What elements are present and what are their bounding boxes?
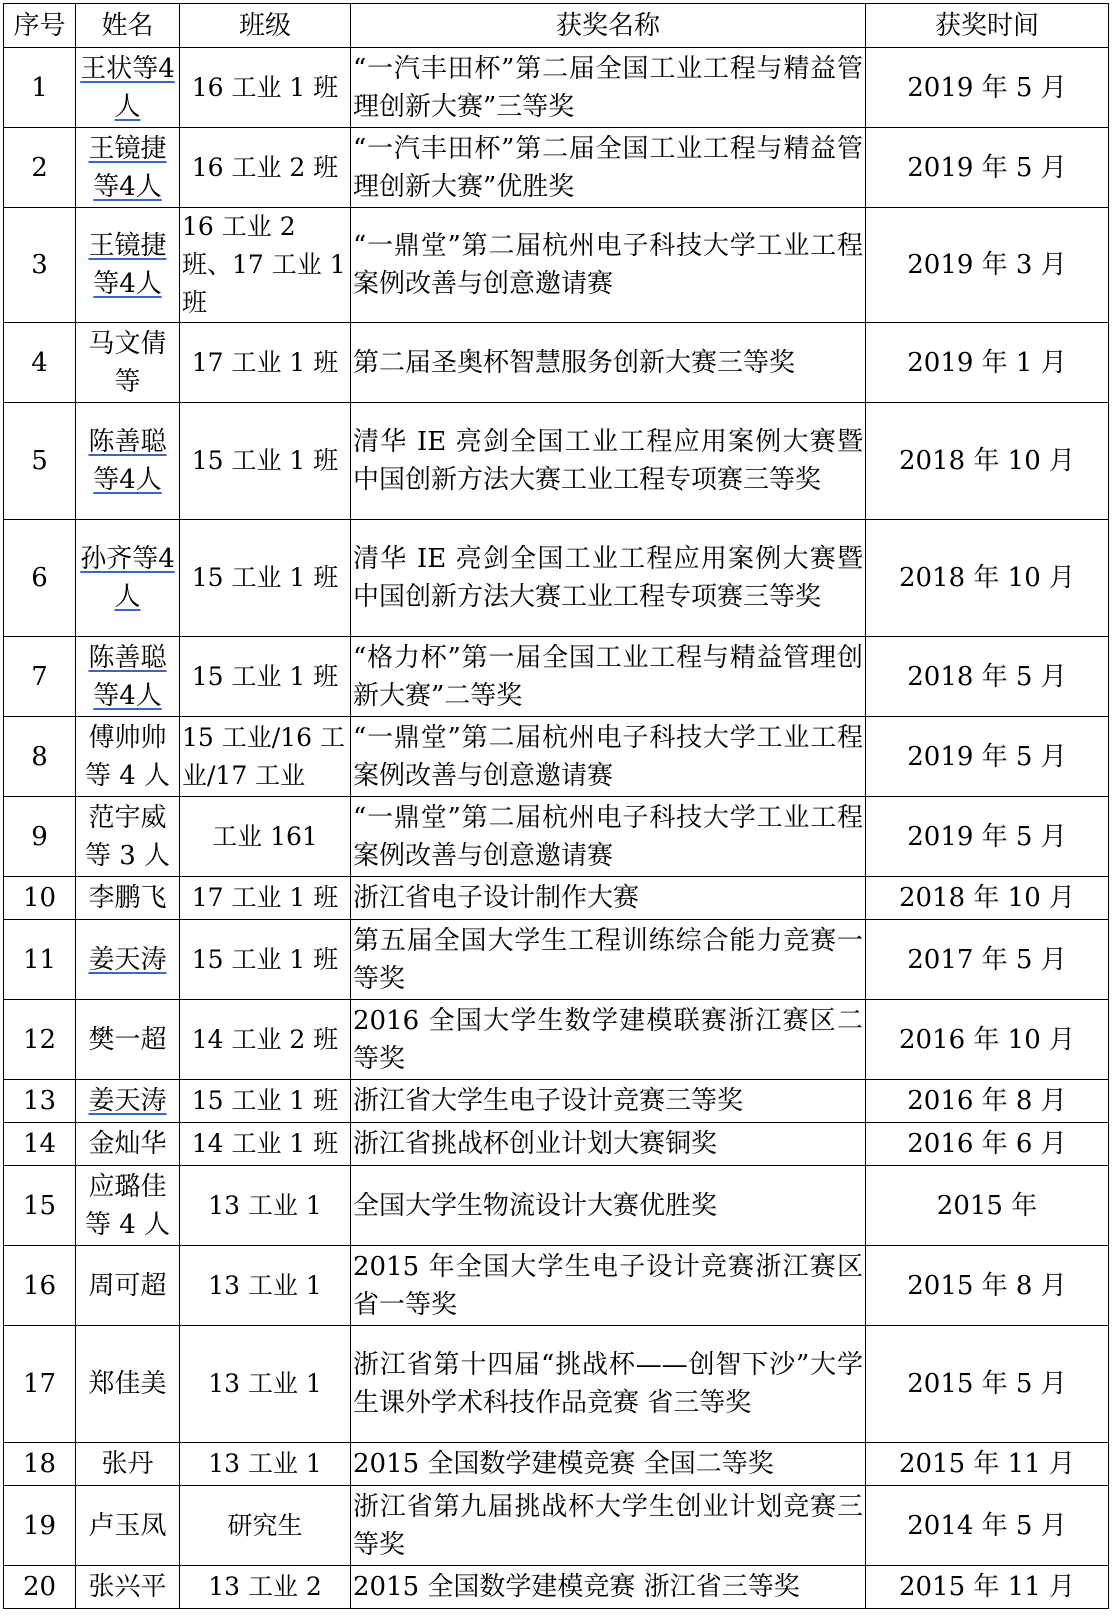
table-row: [4, 1566, 1109, 1609]
cell-name: 樊一超: [76, 1000, 180, 1080]
table-row: [4, 1080, 1109, 1123]
cell-no: 17: [4, 1326, 76, 1443]
table-row: [4, 717, 1109, 797]
cell-class: 17 工业 1 班: [180, 877, 351, 920]
cell-name: 周可超: [76, 1246, 180, 1326]
table-row: [4, 323, 1109, 403]
cell-class: 15 工业/16 工业/17 工业: [180, 717, 351, 797]
cell-name: 陈善聪等4人: [76, 637, 180, 717]
cell-class: 15 工业 1 班: [180, 920, 351, 1000]
cell-award: 2015 全国数学建模竞赛 全国二等奖: [351, 1443, 866, 1486]
cell-award: 浙江省大学生电子设计竞赛三等奖: [351, 1080, 866, 1123]
awards-table: [3, 3, 1109, 1609]
cell-no: 12: [4, 1000, 76, 1080]
table-row: [4, 208, 1109, 323]
cell-time: 2015 年 5 月: [866, 1326, 1109, 1443]
cell-no: 4: [4, 323, 76, 403]
header-award: 获奖名称: [351, 4, 866, 48]
cell-award: “一鼎堂”第二届杭州电子科技大学工业工程案例改善与创意邀请赛: [351, 208, 866, 323]
cell-name: 卢玉凤: [76, 1486, 180, 1566]
cell-award: 第五届全国大学生工程训练综合能力竞赛一等奖: [351, 920, 866, 1000]
cell-award: 浙江省第九届挑战杯大学生创业计划竞赛三等奖: [351, 1486, 866, 1566]
cell-name: 应璐佳等 4 人: [76, 1166, 180, 1246]
cell-no: 1: [4, 48, 76, 128]
cell-no: 2: [4, 128, 76, 208]
cell-no: 3: [4, 208, 76, 323]
cell-award: 2015 全国数学建模竞赛 浙江省三等奖: [351, 1566, 866, 1609]
table-row: [4, 1486, 1109, 1566]
cell-no: 15: [4, 1166, 76, 1246]
cell-class: 研究生: [180, 1486, 351, 1566]
cell-class: 13 工业 2: [180, 1566, 351, 1609]
cell-time: 2017 年 5 月: [866, 920, 1109, 1000]
cell-class: 13 工业 1: [180, 1326, 351, 1443]
cell-class: 16 工业 1 班: [180, 48, 351, 128]
table-row: [4, 920, 1109, 1000]
cell-time: 2019 年 5 月: [866, 128, 1109, 208]
cell-time: 2019 年 3 月: [866, 208, 1109, 323]
cell-time: 2016 年 8 月: [866, 1080, 1109, 1123]
cell-no: 11: [4, 920, 76, 1000]
cell-award: “一汽丰田杯”第二届全国工业工程与精益管理创新大赛”三等奖: [351, 48, 866, 128]
cell-award: “一鼎堂”第二届杭州电子科技大学工业工程案例改善与创意邀请赛: [351, 797, 866, 877]
table-row: [4, 877, 1109, 920]
cell-class: 15 工业 1 班: [180, 637, 351, 717]
cell-class: 工业 161: [180, 797, 351, 877]
cell-class: 13 工业 1: [180, 1166, 351, 1246]
cell-award: 清华 IE 亮剑全国工业工程应用案例大赛暨中国创新方法大赛工业工程专项赛三等奖: [351, 403, 866, 520]
cell-no: 14: [4, 1123, 76, 1166]
cell-time: 2018 年 10 月: [866, 403, 1109, 520]
cell-time: 2015 年 11 月: [866, 1566, 1109, 1609]
cell-time: 2015 年 11 月: [866, 1443, 1109, 1486]
cell-time: 2016 年 10 月: [866, 1000, 1109, 1080]
table-row: [4, 1123, 1109, 1166]
cell-time: 2019 年 1 月: [866, 323, 1109, 403]
table-row: [4, 1326, 1109, 1443]
cell-name: 陈善聪等4人: [76, 403, 180, 520]
cell-no: 16: [4, 1246, 76, 1326]
cell-name: 姜天涛: [76, 920, 180, 1000]
cell-time: 2019 年 5 月: [866, 48, 1109, 128]
cell-name: 王镜捷等4人: [76, 208, 180, 323]
table-row: [4, 1166, 1109, 1246]
cell-no: 19: [4, 1486, 76, 1566]
table-row: [4, 403, 1109, 520]
cell-time: 2019 年 5 月: [866, 717, 1109, 797]
cell-name: 郑佳美: [76, 1326, 180, 1443]
header-row: [4, 4, 1109, 48]
cell-name: 王状等4人: [76, 48, 180, 128]
table-row: [4, 1000, 1109, 1080]
cell-name: 傅帅帅等 4 人: [76, 717, 180, 797]
cell-no: 13: [4, 1080, 76, 1123]
cell-award: 清华 IE 亮剑全国工业工程应用案例大赛暨中国创新方法大赛工业工程专项赛三等奖: [351, 520, 866, 637]
cell-award: 全国大学生物流设计大赛优胜奖: [351, 1166, 866, 1246]
cell-class: 15 工业 1 班: [180, 1080, 351, 1123]
cell-name: 孙齐等4人: [76, 520, 180, 637]
cell-class: 14 工业 2 班: [180, 1000, 351, 1080]
table-row: [4, 1246, 1109, 1326]
cell-no: 9: [4, 797, 76, 877]
cell-no: 18: [4, 1443, 76, 1486]
cell-class: 15 工业 1 班: [180, 403, 351, 520]
cell-award: “格力杯”第一届全国工业工程与精益管理创新大赛”二等奖: [351, 637, 866, 717]
cell-class: 16 工业 2 班: [180, 128, 351, 208]
cell-class: 17 工业 1 班: [180, 323, 351, 403]
header-no: 序号: [4, 4, 76, 48]
cell-award: 浙江省第十四届“挑战杯——创智下沙”大学生课外学术科技作品竞赛 省三等奖: [351, 1326, 866, 1443]
table-row: [4, 128, 1109, 208]
cell-time: 2014 年 5 月: [866, 1486, 1109, 1566]
cell-award: 浙江省电子设计制作大赛: [351, 877, 866, 920]
cell-time: 2018 年 10 月: [866, 877, 1109, 920]
cell-no: 20: [4, 1566, 76, 1609]
cell-class: 14 工业 1 班: [180, 1123, 351, 1166]
cell-no: 7: [4, 637, 76, 717]
table-row: [4, 1443, 1109, 1486]
cell-time: 2016 年 6 月: [866, 1123, 1109, 1166]
cell-award: 2015 年全国大学生电子设计竞赛浙江赛区 省一等奖: [351, 1246, 866, 1326]
cell-class: 13 工业 1: [180, 1443, 351, 1486]
cell-no: 8: [4, 717, 76, 797]
header-name: 姓名: [76, 4, 180, 48]
cell-name: 张兴平: [76, 1566, 180, 1609]
cell-no: 6: [4, 520, 76, 637]
cell-award: 浙江省挑战杯创业计划大赛铜奖: [351, 1123, 866, 1166]
cell-name: 范宇威等 3 人: [76, 797, 180, 877]
header-class: 班级: [180, 4, 351, 48]
cell-class: 16 工业 2 班、17 工业 1 班: [180, 208, 351, 323]
cell-time: 2019 年 5 月: [866, 797, 1109, 877]
cell-name: 马文倩等: [76, 323, 180, 403]
cell-award: 第二届圣奥杯智慧服务创新大赛三等奖: [351, 323, 866, 403]
cell-no: 10: [4, 877, 76, 920]
cell-time: 2015 年: [866, 1166, 1109, 1246]
cell-time: 2018 年 5 月: [866, 637, 1109, 717]
cell-award: “一鼎堂”第二届杭州电子科技大学工业工程案例改善与创意邀请赛: [351, 717, 866, 797]
cell-award: 2016 全国大学生数学建模联赛浙江赛区二等奖: [351, 1000, 866, 1080]
cell-award: “一汽丰田杯”第二届全国工业工程与精益管理创新大赛”优胜奖: [351, 128, 866, 208]
table-row: [4, 797, 1109, 877]
table-row: [4, 637, 1109, 717]
cell-name: 王镜捷等4人: [76, 128, 180, 208]
cell-name: 李鹏飞: [76, 877, 180, 920]
cell-class: 15 工业 1 班: [180, 520, 351, 637]
header-time: 获奖时间: [866, 4, 1109, 48]
cell-time: 2018 年 10 月: [866, 520, 1109, 637]
table-row: [4, 520, 1109, 637]
cell-name: 姜天涛: [76, 1080, 180, 1123]
table-row: [4, 48, 1109, 128]
cell-name: 金灿华: [76, 1123, 180, 1166]
cell-time: 2015 年 8 月: [866, 1246, 1109, 1326]
cell-class: 13 工业 1: [180, 1246, 351, 1326]
cell-name: 张丹: [76, 1443, 180, 1486]
cell-no: 5: [4, 403, 76, 520]
